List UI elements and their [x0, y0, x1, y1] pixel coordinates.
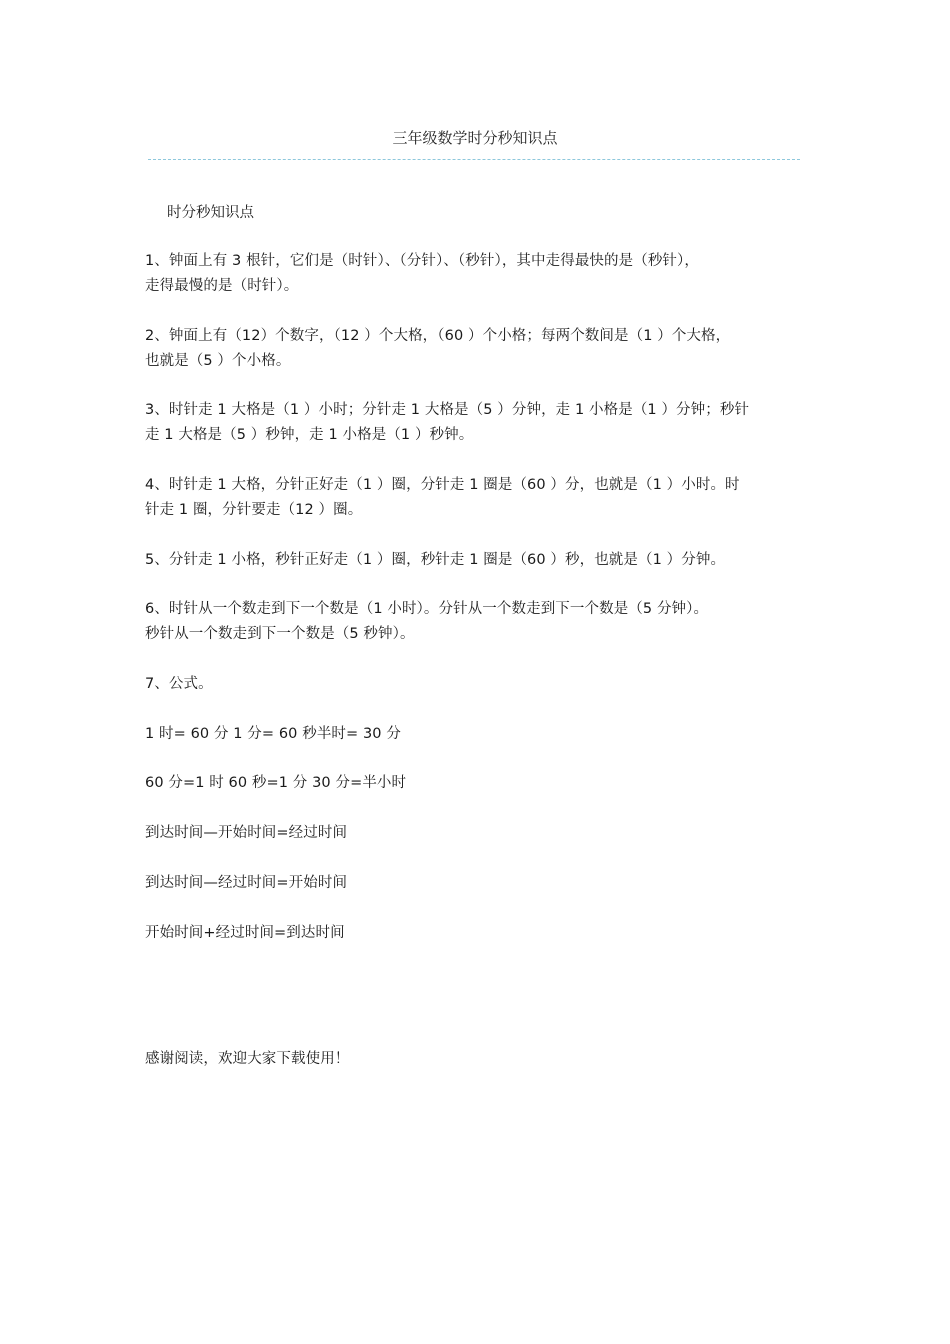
paragraph-line: 走得最慢的是（时针）。 — [145, 278, 299, 294]
paragraph-line: 7、公式。 — [145, 676, 213, 692]
formula-line-5 — [145, 921, 817, 946]
document-title: 三年级数学时分秒知识点 — [392, 129, 558, 147]
paragraph-line: 3、时针走 1 大格是（1 ）小时；分针走 1 大格是（5 ）分钟，走 1 小格是（1 ）分钟；秒针 — [145, 402, 750, 418]
paragraph-line: 5、分针走 1 小格，秒针正好走（1 ）圈，秒针走 1 圈是（60 ）秒，也就是（1 ）分钟。 — [145, 552, 726, 568]
paragraph-item-6 — [145, 597, 817, 647]
paragraph-line: 到达时间—经过时间=开始时间 — [145, 875, 348, 891]
paragraph-item-3 — [145, 398, 817, 448]
formula-line-4 — [145, 871, 817, 896]
paragraph-line: 秒针从一个数走到下一个数是（5 秒钟）。 — [145, 626, 415, 642]
paragraph-line: 也就是（5 ）个小格。 — [145, 353, 291, 369]
paragraph-line: 走 1 大格是（5 ）秒钟，走 1 小格是（1 ）秒钟。 — [145, 427, 474, 443]
formula-line-1 — [145, 722, 817, 747]
paragraph-line: 1、钟面上有 3 根针，它们是（时针）、（分针）、（秒针），其中走得最快的是（秒针）， — [145, 253, 699, 269]
paragraph-item-1 — [145, 249, 817, 299]
paragraph-line: 开始时间+经过时间=到达时间 — [145, 925, 345, 941]
paragraph-item-2 — [145, 324, 817, 374]
paragraph-item-7 — [145, 672, 817, 697]
paragraph-line: 4、时针走 1 大格，分针正好走（1 ）圈，分针走 1 圈是（60 ）分，也就是（1 ）小时。时 — [145, 477, 740, 493]
paragraph-item-5 — [145, 548, 817, 573]
paragraph-line: 60 分=1 时 60 秒=1 分 30 分=半小时 — [145, 775, 407, 791]
paragraph-line: 感谢阅读，欢迎大家下载使用！ — [145, 1051, 350, 1067]
paragraph-line: 2、钟面上有（12）个数字，（12 ）个大格，（60 ）个小格；每两个数间是（1 ）个大格， — [145, 328, 731, 344]
paragraph-line: 6、时针从一个数走到下一个数是（1 小时）。分针从一个数走到下一个数是（5 分钟）。 — [145, 601, 709, 617]
paragraph-line: 针走 1 圈，分针要走（12 ）圈。 — [145, 502, 363, 518]
paragraph-line: 到达时间—开始时间=经过时间 — [145, 825, 348, 841]
paragraph-line: 1 时= 60 分 1 分= 60 秒半时= 30 分 — [145, 726, 401, 742]
title-divider — [148, 159, 800, 160]
closing-note — [145, 1047, 817, 1072]
section-heading: 时分秒知识点 — [167, 205, 254, 221]
formula-line-2 — [145, 771, 817, 796]
paragraph-item-4 — [145, 473, 817, 523]
formula-line-3 — [145, 821, 817, 846]
